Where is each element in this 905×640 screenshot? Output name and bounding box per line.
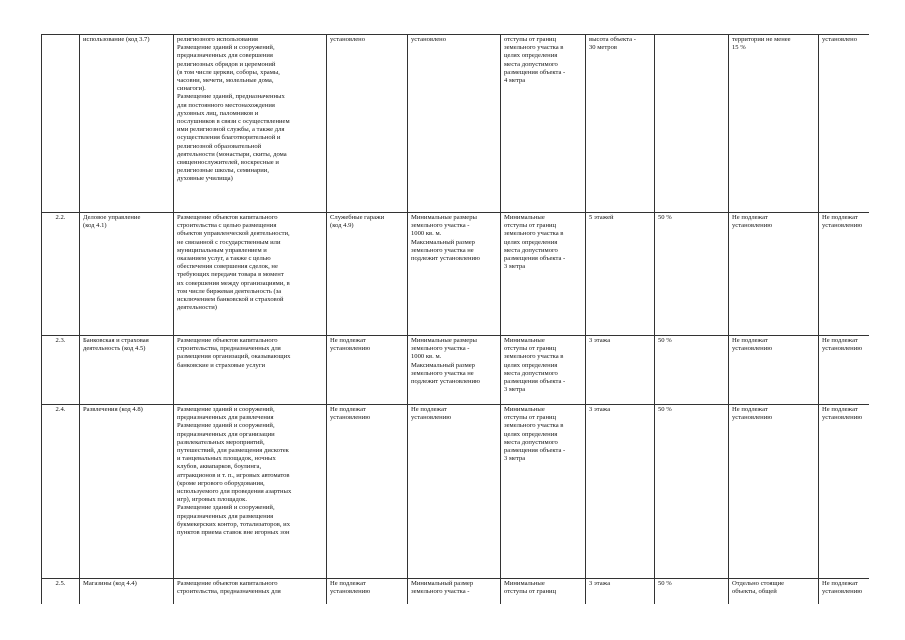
- cell-text-line: Минимальные: [504, 214, 545, 221]
- cell-text-line: Минимальные: [504, 406, 545, 413]
- setback-cell: [501, 579, 586, 605]
- cell-text-line: духовных лиц, паломников и: [177, 109, 259, 117]
- cell-text-line: земельного участка не: [411, 369, 474, 377]
- height-limit-cell: [586, 405, 655, 579]
- cell-text-line: священнослужителей, воскресные и: [177, 159, 279, 167]
- cell-text-line: исключением банковской и страховой: [177, 296, 284, 304]
- cell-text-line: отступы от границ: [504, 222, 557, 230]
- height-limit-cell: [586, 35, 655, 213]
- cell-text-line: земельного участка в: [504, 44, 564, 52]
- restrictions-cell: [819, 213, 870, 336]
- cell-text-line: места допустимого: [504, 369, 558, 377]
- cell-text-line: игр), игровых площадок.: [177, 496, 247, 504]
- description-cell: [174, 336, 327, 405]
- description-cell: [174, 35, 327, 213]
- cell-text-line: целях определения: [504, 52, 558, 60]
- setback-cell: [501, 405, 586, 579]
- cell-text-line: 3 этажа: [589, 580, 611, 587]
- cell-text-line: установлению: [330, 588, 371, 596]
- cell-text-line: установлению: [822, 588, 863, 596]
- description-cell: [174, 405, 327, 579]
- cell-text-line: размещения объекта -: [504, 68, 566, 76]
- other-params-cell: [729, 213, 819, 336]
- cell-text-line: (код 4.9): [330, 222, 354, 230]
- other-params-cell: [729, 405, 819, 579]
- cell-text-line: установлению: [330, 414, 371, 422]
- cell-text-line: используемого для проведения азартных: [177, 488, 292, 496]
- cell-text-line: букмекерских контор, тотализаторов, их: [177, 520, 291, 528]
- cell-text-line: целях определения: [504, 430, 558, 438]
- cell-text-line: Не подлежат: [822, 580, 858, 587]
- cell-text-line: Не подлежат: [411, 406, 447, 413]
- table-row: [42, 213, 870, 336]
- cell-text-line: 50 %: [658, 406, 672, 413]
- cell-text-line: религиозные школы, семинарии,: [177, 167, 269, 175]
- cell-text-line: отступы от границ: [504, 345, 557, 353]
- cell-text-line: 3 метра: [504, 455, 526, 463]
- cell-text-line: (код 4.1): [83, 222, 107, 230]
- cell-text-line: Не подлежат: [732, 337, 768, 344]
- cell-text-line: (в том числе церкви, соборы, храмы,: [177, 68, 280, 76]
- plot-size-cell: [408, 579, 501, 605]
- cell-text-line: отступы от границ: [504, 588, 557, 596]
- other-params-cell: [729, 35, 819, 213]
- cell-text-line: Минимальные: [504, 337, 545, 344]
- cell-text-line: Развлечения (код 4.8): [83, 406, 143, 413]
- cell-text-line: Размещение объектов капитального: [177, 337, 278, 344]
- cell-text-line: (кроме игрового оборудования,: [177, 479, 265, 487]
- cell-text-line: территории не менее: [732, 36, 791, 43]
- cell-text-line: Минимальный размер: [411, 580, 474, 587]
- cell-text-line: установлено: [822, 36, 858, 43]
- table-row: [42, 579, 870, 605]
- cell-text-line: размещения объекта -: [504, 378, 566, 386]
- cell-text-line: Не подлежат: [822, 406, 858, 413]
- cell-text-line: Размещение зданий и сооружений,: [177, 44, 275, 52]
- cell-text-line: Максимальный размер: [411, 238, 475, 246]
- plot-size-cell: [408, 336, 501, 405]
- cell-text-line: целях определения: [504, 361, 558, 369]
- row-number-cell: 2.4.: [42, 405, 80, 579]
- plot-size-cell: [408, 213, 501, 336]
- coverage-cell: [655, 336, 729, 405]
- cell-text-line: строительства с целью размещения: [177, 222, 277, 230]
- cell-text-line: строительства, предназначенных для: [177, 588, 281, 596]
- cell-text-line: Минимальные размеры: [411, 337, 477, 344]
- cell-text-line: предназначенных для размещения: [177, 512, 274, 520]
- cell-text-line: Размещение объектов капитального: [177, 214, 278, 221]
- coverage-cell: [655, 35, 729, 213]
- cell-text-line: деятельность (код 4.5): [83, 345, 146, 353]
- description-cell: [174, 579, 327, 605]
- cell-text-line: деятельности (монастыри, скиты, дома: [177, 150, 287, 158]
- land-use-name-cell: [80, 579, 174, 605]
- table-row: [42, 35, 870, 213]
- cell-text-line: осуществления благотворительной и: [177, 134, 281, 142]
- other-params-cell: [729, 579, 819, 605]
- cell-text-line: Деловое управление: [83, 214, 141, 221]
- coverage-cell: [655, 405, 729, 579]
- cell-text-line: Максимальный размер: [411, 361, 475, 369]
- cell-text-line: установлению: [732, 345, 773, 353]
- cell-text-line: объектов управленческой деятельности,: [177, 230, 290, 238]
- cell-text-line: часовни, мечети, молельные дома,: [177, 77, 274, 85]
- cell-text-line: 1000 кв. м.: [411, 353, 442, 361]
- land-use-name-cell: [80, 213, 174, 336]
- cell-text-line: земельного участка в: [504, 353, 564, 361]
- cell-text-line: Не подлежат: [732, 406, 768, 413]
- restrictions-cell: [819, 405, 870, 579]
- cell-text-line: Минимальные: [504, 580, 545, 587]
- cell-text-line: установлению: [822, 345, 863, 353]
- cell-text-line: земельного участка -: [411, 588, 470, 596]
- cell-text-line: предназначенных для организации: [177, 430, 275, 438]
- cell-text-line: банковские и страховые услуги: [177, 361, 266, 369]
- cell-text-line: использование (код 3.7): [83, 36, 150, 43]
- description-cell: [174, 213, 327, 336]
- cell-text-line: пунктов приема ставок вне игорных зон: [177, 529, 290, 537]
- cell-text-line: целях определения: [504, 238, 558, 246]
- cell-text-line: подлежит установлению: [411, 255, 480, 263]
- row-number-cell: 2.2.: [42, 213, 80, 336]
- cell-text-line: установлению: [330, 345, 371, 353]
- cell-text-line: 3 этажа: [589, 406, 611, 413]
- restrictions-cell: [819, 35, 870, 213]
- cell-text-line: и танцевальных площадок, ночных: [177, 455, 276, 463]
- cell-text-line: обеспечения совершения сделок, не: [177, 263, 278, 271]
- cell-text-line: 5 этажей: [589, 214, 614, 221]
- cell-text-line: оказанием услуг, а также с целью: [177, 255, 271, 263]
- table-row: [42, 336, 870, 405]
- cell-text-line: объекты, общей: [732, 588, 777, 596]
- cell-text-line: ими религиозной службы, а также для: [177, 126, 285, 134]
- cell-text-line: требующих передачи товара в момент: [177, 271, 284, 279]
- cell-text-line: земельного участка в: [504, 230, 564, 238]
- cell-text-line: Не подлежат: [822, 214, 858, 221]
- cell-text-line: предназначенных для развлечения: [177, 414, 274, 422]
- cell-text-line: размещения объекта -: [504, 447, 566, 455]
- cell-text-line: земельного участка -: [411, 222, 470, 230]
- cell-text-line: Не подлежат: [822, 337, 858, 344]
- cell-text-line: Не подлежат: [330, 406, 366, 413]
- plot-size-cell: [408, 35, 501, 213]
- cell-text-line: аттракционов и т. п., игровых автоматов: [177, 471, 290, 479]
- cell-text-line: земельного участка не: [411, 246, 474, 254]
- auxiliary-use-cell: [327, 405, 408, 579]
- height-limit-cell: [586, 579, 655, 605]
- cell-text-line: подлежит установлению: [411, 378, 480, 386]
- cell-text-line: религиозной образовательной: [177, 142, 262, 150]
- cell-text-line: размещения организаций, оказывающих: [177, 353, 291, 361]
- cell-text-line: не связанной с государственным или: [177, 238, 281, 246]
- cell-text-line: путешествий, для размещения дискотек: [177, 447, 289, 455]
- cell-text-line: муниципальным управлением и: [177, 246, 267, 254]
- cell-text-line: установлению: [822, 414, 863, 422]
- cell-text-line: для постоянного местонахождения: [177, 101, 275, 109]
- setback-cell: [501, 213, 586, 336]
- cell-text-line: религиозных обрядов и церемоний: [177, 60, 276, 68]
- cell-text-line: места допустимого: [504, 246, 558, 254]
- table-row: [42, 405, 870, 579]
- land-use-name-cell: [80, 336, 174, 405]
- cell-text-line: 50 %: [658, 337, 672, 344]
- auxiliary-use-cell: [327, 336, 408, 405]
- coverage-cell: [655, 579, 729, 605]
- cell-text-line: 4 метра: [504, 77, 526, 85]
- coverage-cell: [655, 213, 729, 336]
- setback-cell: [501, 35, 586, 213]
- cell-text-line: размещения объекта -: [504, 255, 566, 263]
- cell-text-line: земельного участка в: [504, 422, 564, 430]
- cell-text-line: религиозного использования: [177, 36, 258, 43]
- cell-text-line: установлению: [732, 414, 773, 422]
- cell-text-line: места допустимого: [504, 438, 558, 446]
- cell-text-line: деятельности): [177, 304, 217, 312]
- height-limit-cell: [586, 213, 655, 336]
- cell-text-line: Размещение зданий и сооружений,: [177, 504, 275, 512]
- cell-text-line: 3 метра: [504, 263, 526, 271]
- cell-text-line: том числе биржевая деятельность (за: [177, 287, 282, 295]
- cell-text-line: места допустимого: [504, 60, 558, 68]
- row-number-cell: 2.5.: [42, 579, 80, 605]
- cell-text-line: развлекательных мероприятий,: [177, 438, 265, 446]
- cell-text-line: 1000 кв. м.: [411, 230, 442, 238]
- cell-text-line: 15 %: [732, 44, 746, 52]
- restrictions-cell: [819, 336, 870, 405]
- cell-text-line: 50 %: [658, 214, 672, 221]
- other-params-cell: [729, 336, 819, 405]
- cell-text-line: их совершения между организациями, в: [177, 279, 290, 287]
- cell-text-line: Не подлежат: [330, 580, 366, 587]
- cell-text-line: 30 метров: [589, 44, 618, 52]
- cell-text-line: Размещение зданий и сооружений,: [177, 406, 275, 413]
- cell-text-line: Не подлежат: [732, 214, 768, 221]
- document-page: [41, 34, 869, 604]
- cell-text-line: Банковская и страховая: [83, 337, 149, 344]
- restrictions-cell: [819, 579, 870, 605]
- cell-text-line: установлено: [330, 36, 366, 43]
- cell-text-line: установлено: [411, 36, 447, 43]
- cell-text-line: синагоги).: [177, 85, 206, 93]
- land-use-name-cell: [80, 405, 174, 579]
- cell-text-line: установлению: [411, 414, 452, 422]
- cell-text-line: Размещение зданий и сооружений,: [177, 422, 275, 430]
- cell-text-line: Не подлежат: [330, 337, 366, 344]
- cell-text-line: 3 метра: [504, 386, 526, 394]
- row-number-cell: 2.3.: [42, 336, 80, 405]
- cell-text-line: Размещение зданий, предназначенных: [177, 93, 285, 101]
- cell-text-line: послушников в связи с осуществлением: [177, 118, 290, 126]
- setback-cell: [501, 336, 586, 405]
- cell-text-line: отступы от границ: [504, 414, 557, 422]
- cell-text-line: Отдельно стоящие: [732, 580, 785, 587]
- cell-text-line: Магазины (код 4.4): [83, 580, 137, 587]
- cell-text-line: установлению: [822, 222, 863, 230]
- auxiliary-use-cell: [327, 35, 408, 213]
- auxiliary-use-cell: [327, 213, 408, 336]
- plot-size-cell: [408, 405, 501, 579]
- cell-text-line: земельного участка -: [411, 345, 470, 353]
- cell-text-line: 50 %: [658, 580, 672, 587]
- cell-text-line: строительства, предназначенных для: [177, 345, 281, 353]
- cell-text-line: предназначенных для совершения: [177, 52, 273, 60]
- cell-text-line: высота объекта -: [589, 36, 636, 43]
- height-limit-cell: [586, 336, 655, 405]
- cell-text-line: 3 этажа: [589, 337, 611, 344]
- cell-text-line: отступы от границ: [504, 36, 557, 43]
- cell-text-line: клубов, аквапарков, боулинга,: [177, 463, 262, 471]
- zoning-regulations-table: [41, 34, 869, 604]
- auxiliary-use-cell: [327, 579, 408, 605]
- cell-text-line: Служебные гаражи: [330, 214, 385, 221]
- cell-text-line: Минимальные размеры: [411, 214, 477, 221]
- row-number-cell: [42, 35, 80, 213]
- cell-text-line: установлению: [732, 222, 773, 230]
- cell-text-line: духовные училища): [177, 175, 233, 183]
- land-use-name-cell: [80, 35, 174, 213]
- cell-text-line: Размещение объектов капитального: [177, 580, 278, 587]
